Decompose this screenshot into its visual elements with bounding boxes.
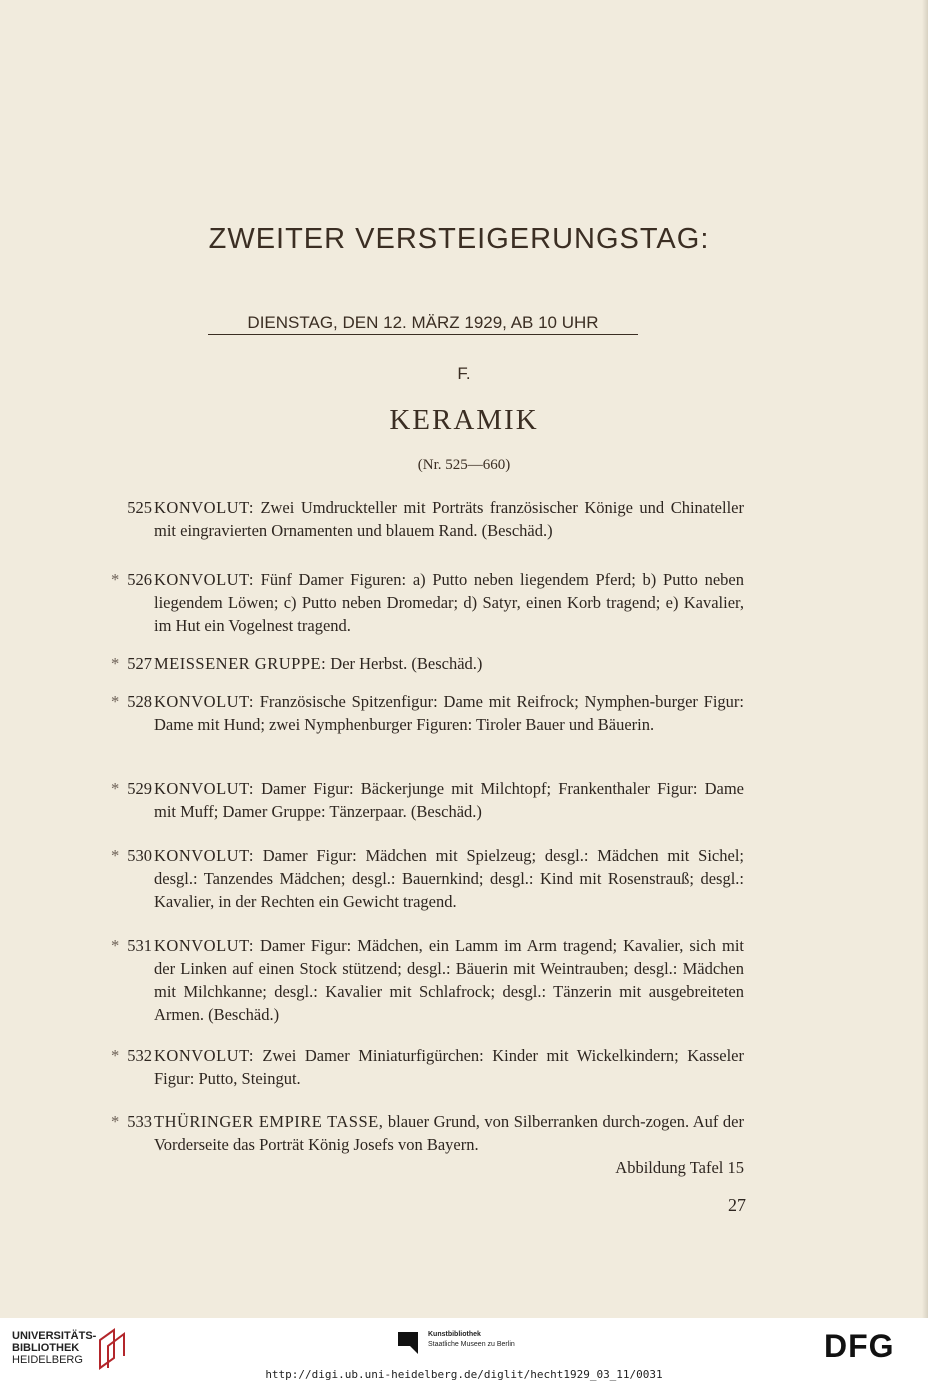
lot-star: * [111, 654, 120, 673]
lot-entry [100, 844, 760, 913]
kb-line: Staatliche Museen zu Berlin [428, 1341, 515, 1348]
lot-star: * [111, 1046, 120, 1065]
lot-entry [100, 690, 760, 736]
lot-heading: KONVOLUT: [154, 692, 254, 711]
uni-logo-line: UNIVERSITÄTS- [12, 1330, 97, 1342]
lot-star: * [111, 846, 120, 865]
heidelberg-seal-icon [96, 1326, 128, 1370]
lot-heading: KONVOLUT: [154, 570, 254, 589]
lot-number: 525 [127, 498, 152, 517]
lot-entry [100, 496, 760, 542]
page-number: 27 [728, 1195, 746, 1215]
page-edge-shadow [922, 0, 928, 1318]
lot-description: Fünf Damer Figuren: a) Putto neben liegendem Pferd; b) Putto neben liegendem Löwen; c) Putto neben Dromedar; d) Satyr, einen Korb tragend; e) Kavalier, im Hut ein Vogelnest tragend. [154, 570, 744, 635]
lot-number: 529 [127, 779, 152, 798]
lot-entry [100, 934, 760, 1026]
lot-number: 530 [127, 846, 152, 865]
lot-entry [100, 652, 760, 675]
lot-description: Damer Figur: Mädchen mit Spielzeug; desgl.: Mädchen mit Sichel; desgl.: Tanzendes Mädchen; desgl.: Bauernkind; desgl.: Kind mit Rosenstrauß; desgl.: Kavalier, in der Rechten ein Gewicht tragend. [154, 846, 744, 911]
dfg-logo[interactable]: DFG [824, 1328, 895, 1364]
lot-description: Französische Spitzenfigur: Dame mit Reifrock; Nymphen-burger Figur: Dame mit Hund; zwei Nymphenburger Figuren: Tiroler Bauer und Bäuerin. [154, 692, 744, 734]
lot-heading: KONVOLUT: [154, 779, 254, 798]
lot-entry [100, 568, 760, 637]
lot-heading: KONVOLUT: [154, 936, 254, 955]
university-library-logo[interactable] [12, 1330, 96, 1366]
lot-description: Zwei Umdruckteller mit Porträts französischer Könige und Chinateller mit eingravierten Ornamenten und blauem Rand. (Beschäd.) [154, 498, 744, 540]
lot-number: 532 [127, 1046, 152, 1065]
lot-number: 533 [127, 1112, 152, 1131]
lot-star: * [111, 570, 120, 589]
main-title: ZWEITER VERSTEIGERUNGSTAG: [208, 223, 710, 255]
uni-logo-line: BIBLIOTHEK [12, 1342, 80, 1354]
lot-heading: KONVOLUT: [154, 846, 254, 865]
lot-heading: THÜRINGER EMPIRE TASSE, [154, 1112, 384, 1131]
date-line: DIENSTAG, DEN 12. MÄRZ 1929, AB 10 UHR [208, 313, 638, 335]
lot-heading: KONVOLUT: [154, 1046, 254, 1065]
kb-line: Kunstbibliothek [428, 1331, 481, 1338]
section-letter: F. [457, 364, 471, 383]
kunstbibliothek-logo-icon [396, 1330, 420, 1356]
footer-bar [0, 1318, 928, 1383]
lot-star: * [111, 692, 120, 711]
lot-star: * [111, 936, 120, 955]
lot-description: Damer Figur: Mädchen, ein Lamm im Arm tragend; Kavalier, sich mit der Linken auf einen Stock stützend; desgl.: Bäuerin mit Weintrauben; desgl.: Mädchen mit Milchkanne; desgl.: Kavalier mit Schlafrock; desgl.: Tänzerin mit ausgebreiteten Armen. (Beschäd.) [154, 936, 745, 1024]
lot-description: Damer Figur: Bäckerjunge mit Milchtopf; Frankenthaler Figur: Dame mit Muff; Damer Gruppe: Tänzerpaar. (Beschäd.) [154, 779, 745, 821]
lot-number: 526 [127, 570, 152, 589]
permalink-url[interactable]: http://digi.ub.uni-heidelberg.de/diglit/hecht1929_03_11/0031 [265, 1368, 663, 1381]
lot-heading: MEISSENER GRUPPE: [154, 654, 327, 673]
lot-description: blauer Grund, von Silberranken durch-zogen. Auf der Vorderseite das Porträt König Josefs von Bayern. [154, 1112, 745, 1154]
lot-entry [100, 1110, 760, 1179]
plate-reference: Abbildung Tafel 15 [615, 1158, 744, 1177]
lot-description: Zwei Damer Miniaturfigürchen: Kinder mit Wickelkindern; Kasseler Figur: Putto, Steingut. [154, 1046, 745, 1088]
uni-logo-line: HEIDELBERG [12, 1354, 83, 1366]
lot-entry [100, 777, 760, 823]
lot-description: Der Herbst. (Beschäd.) [330, 654, 483, 673]
lot-star: * [111, 1112, 120, 1131]
lot-star: * [111, 779, 120, 798]
lot-number: 528 [127, 692, 152, 711]
lot-number: 531 [127, 936, 152, 955]
lot-heading: KONVOLUT: [154, 498, 254, 517]
lot-number: 527 [127, 654, 152, 673]
section-range: (Nr. 525—660) [417, 457, 511, 473]
section-title: KERAMIK [389, 404, 539, 436]
lot-entry [100, 1044, 760, 1090]
kunstbibliothek-logo[interactable] [428, 1330, 515, 1350]
